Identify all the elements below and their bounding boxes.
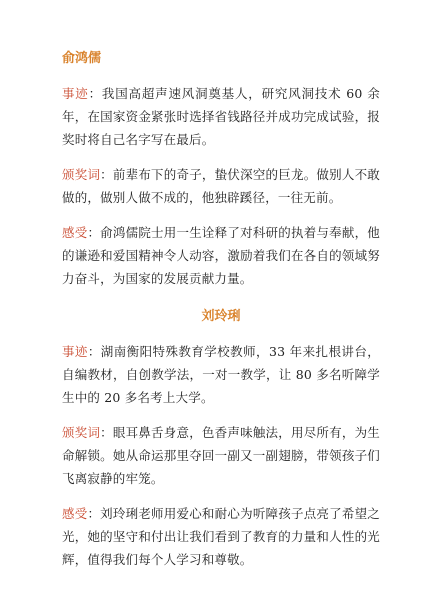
- deeds-label: 事迹: [62, 344, 88, 359]
- citation-paragraph: [62, 163, 380, 209]
- deeds-paragraph: [62, 340, 380, 409]
- deeds-label: 事迹: [62, 86, 89, 101]
- reflection-text: ：俞鸿儒院士用一生诠释了对科研的执着与奉献，他的谦逊和爱国精神令人动容，激励着我们在各自的领域努力奋斗，为国家的发展贡献力量。: [62, 225, 380, 286]
- citation-text: ：前辈布下的奇子，蛰伏深空的巨龙。做别人不敢做的，做别人做不成的，他独辟蹊径，一往无前。: [62, 167, 380, 205]
- reflection-label: 感受: [62, 225, 88, 240]
- deeds-text: ：湖南衡阳特殊教育学校教师，33 年来扎根讲台，自编教材，自创教学法，一对一教学，让 80 多名听障学生中的 20 多名考上大学。: [62, 344, 380, 405]
- reflection-label: 感受: [62, 506, 88, 521]
- reflection-paragraph: [62, 221, 380, 290]
- citation-text: ：眼耳鼻舌身意，色香声味触法，用尽所有，为生命解锁。她从命运那里夺回一副又一副翅膀，带领孩子们飞离寂静的牢笼。: [62, 425, 380, 486]
- person-name-yu-hongru: 俞鸿儒: [62, 51, 102, 66]
- deeds-paragraph: [62, 82, 380, 151]
- reflection-paragraph: [62, 502, 380, 571]
- deeds-text: ：我国高超声速风洞奠基人，研究风洞技术 60 余年，在国家资金紧张时选择省钱路径并成功完成试验，报奖时将自己名字写在最后。: [62, 86, 381, 147]
- person-name-liu-lingli: 刘玲琍: [201, 309, 241, 324]
- citation-label: 颁奖词: [62, 167, 101, 182]
- citation-label: 颁奖词: [62, 425, 101, 440]
- reflection-text: ：刘玲琍老师用爱心和耐心为听障孩子点亮了希望之光，她的坚守和付出让我们看到了教育的力量和人性的光辉，值得我们每个人学习和尊敬。: [62, 506, 380, 567]
- citation-paragraph: [62, 421, 380, 490]
